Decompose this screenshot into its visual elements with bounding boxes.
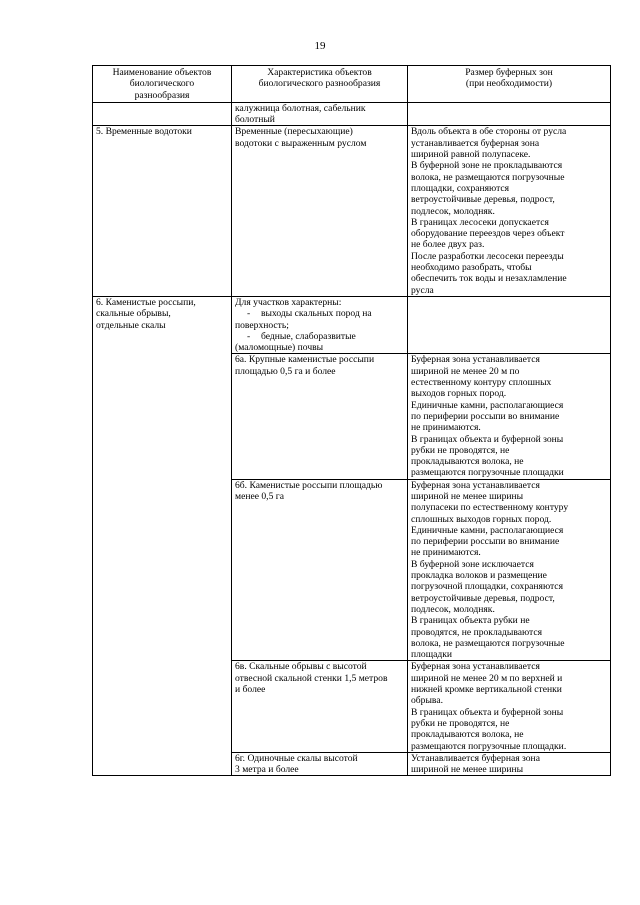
cell-line: ветроустойчивые деревья, подрост, (411, 194, 555, 206)
cell-characteristics (232, 126, 408, 296)
cell-line: прокладываются волока, не (411, 729, 524, 741)
cell-object-name (93, 296, 232, 775)
cell-line: шириной не менее ширины (411, 490, 524, 502)
cell-line: размещаются погрузочные площадки (411, 467, 564, 479)
dash-marker: - (247, 330, 251, 342)
cell-empty (408, 102, 611, 126)
cell-line: обеспечить ток воды и незахламление (411, 273, 567, 285)
cell-line: волока, не размещаются погрузочные (411, 637, 565, 649)
cell-line: подлесок, молодняк. (411, 603, 495, 615)
cell-line: рубки не проводятся, не (411, 717, 510, 729)
header-line: Характеристика объектов (267, 67, 372, 78)
table-row-rocky-areas-intro (93, 296, 611, 353)
cell-line: естественному контуру сплошных (411, 377, 552, 389)
cell-line: Для участков характерны: (235, 296, 342, 308)
cell-line: 3 метра и более (235, 764, 299, 776)
cell-line: шириной не менее ширины (411, 764, 524, 776)
cell-line: прокладка волоков и размещение (411, 570, 547, 582)
cell-line: по периферии россыпи во внимание (411, 410, 560, 422)
cell-line: 5. Временные водотоки (96, 126, 192, 138)
cell-line: скальные обрывы, (96, 308, 171, 320)
cell-characteristics (232, 102, 408, 126)
cell-buffer-zone (408, 354, 611, 479)
cell-line: площадки, сохраняются (411, 182, 510, 194)
cell-line: В границах объекта рубки не (411, 615, 530, 627)
cell-line: поверхность; (235, 319, 289, 331)
cell-line: В буферной зоне не прокладываются (411, 160, 563, 172)
header-cell-buffer-size (408, 66, 611, 103)
cell-characteristics (232, 296, 408, 353)
header-cell-objects (93, 66, 232, 103)
cell-line: шириной не менее 20 м по верхней и (411, 672, 563, 684)
header-line: биологического разнообразия (258, 78, 381, 90)
cell-line: не более двух раз. (411, 239, 485, 251)
bullet-item (235, 331, 404, 342)
header-line: Наименование объектов (112, 67, 212, 78)
cell-line: русла (411, 284, 434, 296)
cell-line: оборудование переездов через объект (411, 228, 565, 240)
cell-buffer-zone (408, 661, 611, 752)
cell-line: менее 0,5 га (235, 490, 284, 502)
cell-line: Единичные камни, располагающиеся (411, 399, 564, 411)
cell-line: водотоки с выраженным руслом (235, 137, 367, 149)
cell-line: 6. Каменистые россыпи, (96, 296, 196, 308)
cell-line: 6г. Одиночные скалы высотой (235, 752, 358, 764)
bullet-text: выходы скальных пород на (261, 308, 372, 320)
cell-line: волока, не размещаются погрузочные (411, 171, 565, 183)
header-line: Размер буферных зон (465, 67, 553, 78)
header-line: разнообразия (134, 89, 190, 101)
cell-line: выходов горных пород. (411, 388, 507, 400)
header-line: биологического (129, 78, 195, 90)
header-row (93, 66, 611, 103)
cell-line: необходимо разобрать, чтобы (411, 262, 532, 274)
cell-line: (маломощные) почвы (235, 342, 324, 354)
bullet-text: бедные, слаборазвитые (261, 330, 356, 342)
cell-line: Единичные камни, располагающиеся (411, 524, 564, 536)
cell-line: сплошных выходов горных пород. (411, 513, 552, 525)
cell-line: ветроустойчивые деревья, подрост, (411, 592, 555, 604)
cell-line: площадки (411, 649, 453, 661)
cell-line: Буферная зона устанавливается (411, 479, 540, 491)
cell-line: отвесной скальной стенки 1,5 метров (235, 672, 388, 684)
cell-line: полупасеки по естественному контуру (411, 502, 569, 514)
cell-buffer-zone (408, 479, 611, 661)
cell-line: устанавливается буферная зона (411, 137, 540, 149)
cell-line: болотный (235, 114, 275, 126)
cell-buffer-zone (408, 752, 611, 776)
cell-line: Временные (пересыхающие) (235, 126, 353, 138)
cell-line: нижней кромке вертикальной стенки (411, 684, 562, 696)
cell-line: Вдоль объекта в обе стороны от русла (411, 126, 567, 138)
bullet-item (235, 308, 404, 319)
header-line: (при необходимости) (465, 78, 553, 90)
cell-empty (408, 296, 611, 353)
cell-line: В границах объекта и буферной зоны (411, 706, 564, 718)
cell-line: не принимаются. (411, 422, 481, 434)
cell-line: обрыва. (411, 695, 443, 707)
cell-line: В границах лесосеки допускается (411, 216, 549, 228)
cell-line: Буферная зона устанавливается (411, 354, 540, 366)
cell-line: Буферная зона устанавливается (411, 661, 540, 673)
cell-line: шириной не менее 20 м по (411, 365, 520, 377)
cell-line: 6а. Крупные каменистые россыпи (235, 354, 375, 366)
cell-line: После разработки лесосеки переезды (411, 250, 564, 262)
cell-object-name (93, 126, 232, 296)
cell-line: калужница болотная, сабельник (235, 102, 366, 114)
cell-line: и более (235, 684, 266, 696)
cell-characteristics (232, 479, 408, 661)
cell-characteristics (232, 752, 408, 776)
page-number: 19 (314, 40, 326, 52)
table-row-continuation (93, 102, 611, 126)
header-cell-characteristics (232, 66, 408, 103)
cell-line: шириной равной полупасеке. (411, 149, 531, 161)
cell-line: 6в. Скальные обрывы с высотой (235, 661, 367, 673)
cell-line: подлесок, молодняк. (411, 205, 495, 217)
cell-line: прокладываются волока, не (411, 456, 524, 468)
cell-line: погрузочной площадки, сохраняются (411, 581, 563, 593)
cell-line: размещаются погрузочные площадки. (411, 740, 567, 752)
cell-buffer-zone (408, 126, 611, 296)
cell-line: проводятся, не прокладываются (411, 626, 543, 638)
table-row-temporary-streams (93, 126, 611, 296)
cell-line: 6б. Каменистые россыпи площадью (235, 479, 383, 491)
cell-line: не принимаются. (411, 547, 481, 559)
cell-line: отдельные скалы (96, 319, 166, 331)
dash-marker: - (247, 308, 251, 320)
cell-line: В границах объекта и буферной зоны (411, 433, 564, 445)
cell-characteristics (232, 661, 408, 752)
cell-line: Устанавливается буферная зона (411, 752, 540, 764)
cell-line: В буферной зоне исключается (411, 558, 534, 570)
biodiversity-table (92, 65, 611, 776)
cell-characteristics (232, 354, 408, 479)
cell-line: по периферии россыпи во внимание (411, 536, 560, 548)
cell-empty (93, 102, 232, 126)
cell-line: рубки не проводятся, не (411, 444, 510, 456)
cell-line: площадью 0,5 га и более (235, 365, 336, 377)
